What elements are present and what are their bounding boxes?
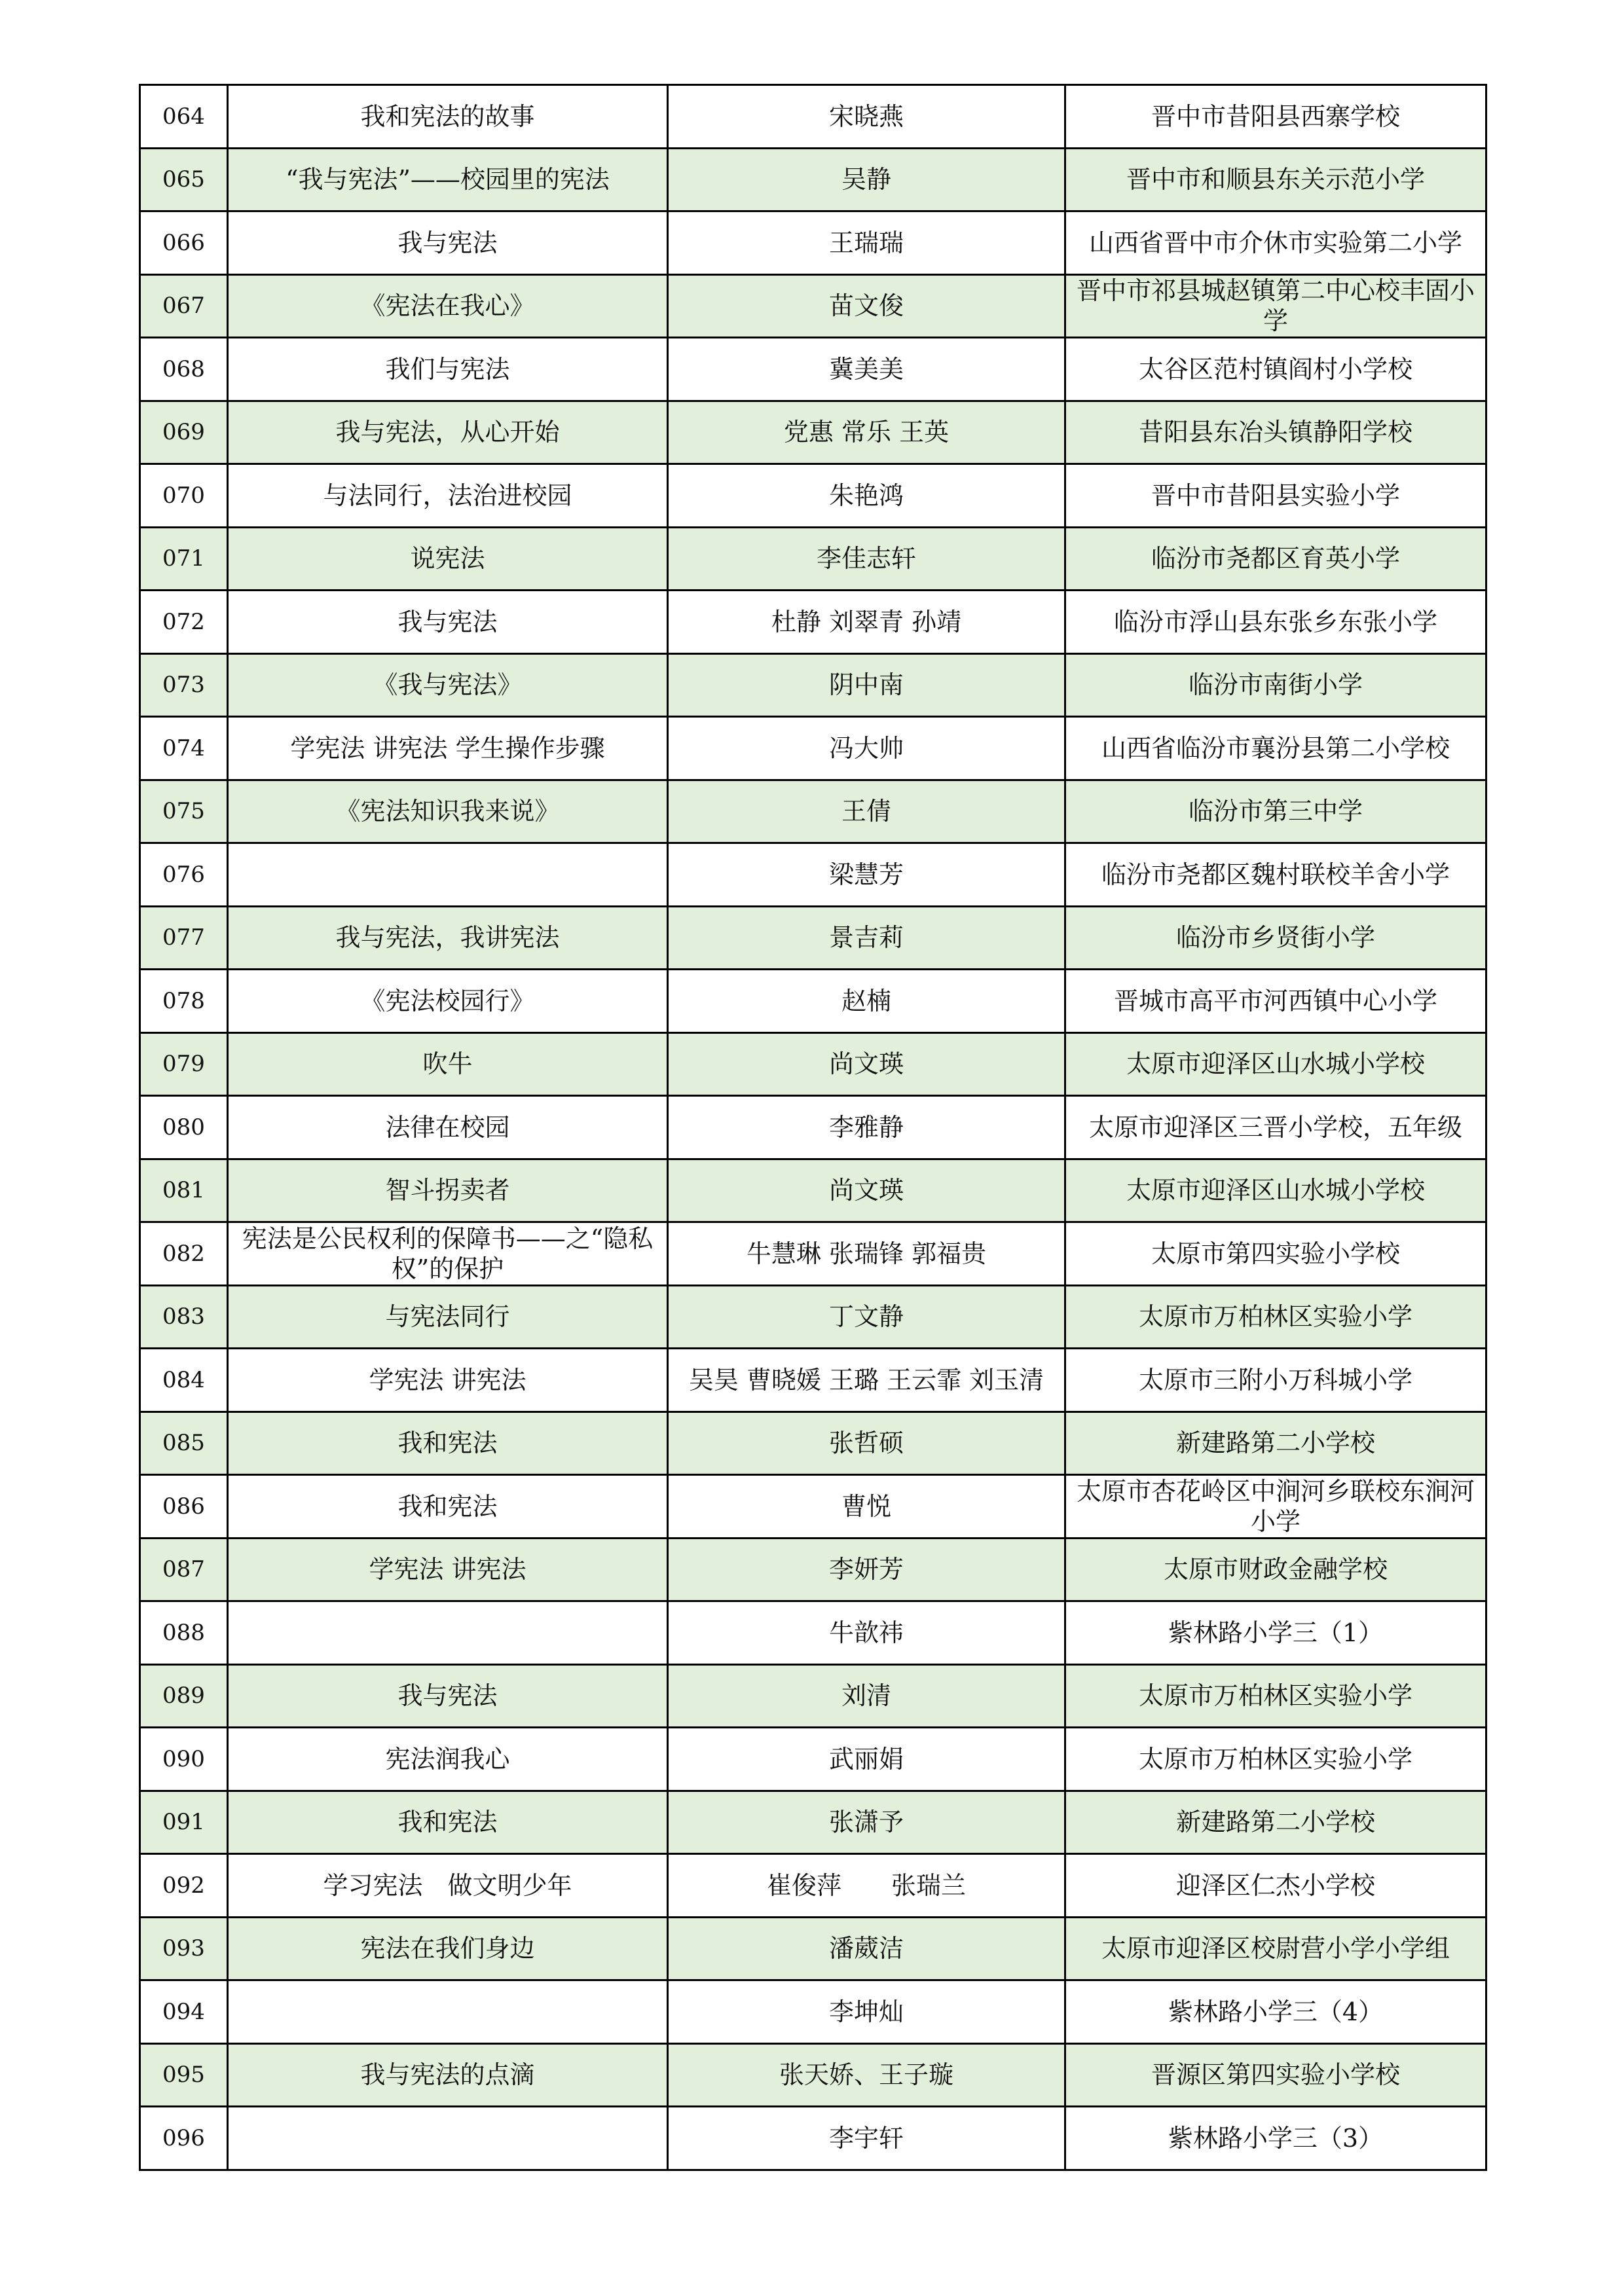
entry-school-cell: 临汾市第三中学 [1065,780,1486,843]
entry-number-cell: 079 [140,1032,228,1096]
entries-table [139,84,1487,2171]
entry-title-cell: 与宪法同行 [228,1285,668,1349]
entry-title-cell: 我与宪法，从心开始 [228,401,668,464]
table-row [140,591,1486,654]
entry-school-cell: 太原市杏花岭区中涧河乡联校东涧河小学 [1065,1475,1486,1539]
table-row [140,527,1486,591]
entry-school-cell: 临汾市尧都区魏村联校羊舍小学 [1065,843,1486,907]
entry-title-cell [228,843,668,907]
table-row [140,1475,1486,1539]
entry-author-cell: 丁文静 [668,1285,1065,1349]
entry-number-cell: 068 [140,338,228,401]
entry-title-cell: 智斗拐卖者 [228,1159,668,1222]
entry-number-cell: 095 [140,2043,228,2107]
entry-school-cell: 临汾市乡贤街小学 [1065,906,1486,970]
entry-author-cell: 梁慧芳 [668,843,1065,907]
entry-number-cell: 080 [140,1096,228,1159]
entry-author-cell: 牛歆祎 [668,1601,1065,1665]
table-row [140,717,1486,780]
entry-title-cell: 我与宪法 [228,1664,668,1728]
entry-school-cell: 太原市三附小万科城小学 [1065,1349,1486,1412]
entry-school-cell: 临汾市浮山县东张乡东张小学 [1065,591,1486,654]
table-row [140,653,1486,717]
entry-school-cell: 太原市财政金融学校 [1065,1538,1486,1601]
entry-author-cell: 杜静 刘翠青 孙靖 [668,591,1065,654]
entry-author-cell: 牛慧琳 张瑞锋 郭福贵 [668,1222,1065,1286]
table-row [140,1222,1486,1286]
table-row [140,1854,1486,1918]
entry-author-cell: 朱艳鸿 [668,464,1065,528]
entry-school-cell: 太原市万柏林区实验小学 [1065,1285,1486,1349]
entry-author-cell: 苗文俊 [668,274,1065,338]
entry-school-cell: 晋中市和顺县东关示范小学 [1065,148,1486,211]
table-row [140,1601,1486,1665]
entry-number-cell: 074 [140,717,228,780]
entry-author-cell: 阴中南 [668,653,1065,717]
entry-school-cell: 晋中市昔阳县实验小学 [1065,464,1486,528]
entry-number-cell: 069 [140,401,228,464]
entry-number-cell: 065 [140,148,228,211]
entry-author-cell: 尚文瑛 [668,1032,1065,1096]
entry-school-cell: 太原市第四实验小学校 [1065,1222,1486,1286]
entry-title-cell: 我与宪法 [228,591,668,654]
entry-title-cell [228,2107,668,2170]
entry-school-cell: 山西省临汾市襄汾县第二小学校 [1065,717,1486,780]
entry-author-cell: 冯大帅 [668,717,1065,780]
entry-school-cell: 太原市迎泽区校尉营小学小学组 [1065,1917,1486,1980]
entry-title-cell: 《宪法在我心》 [228,274,668,338]
entry-school-cell: 太原市迎泽区山水城小学校 [1065,1032,1486,1096]
entry-number-cell: 086 [140,1475,228,1539]
entry-title-cell: 我与宪法，我讲宪法 [228,906,668,970]
entry-author-cell: 冀美美 [668,338,1065,401]
entry-author-cell: 王瑞瑞 [668,211,1065,275]
table-row [140,1285,1486,1349]
entry-title-cell: 学宪法 讲宪法 [228,1538,668,1601]
table-row [140,338,1486,401]
table-row [140,1349,1486,1412]
table-row [140,1664,1486,1728]
entry-number-cell: 088 [140,1601,228,1665]
entry-author-cell: 张天娇、王子璇 [668,2043,1065,2107]
entry-number-cell: 092 [140,1854,228,1918]
entry-author-cell: 党惠 常乐 王英 [668,401,1065,464]
entry-school-cell: 紫林路小学三（4） [1065,1980,1486,2044]
table-row [140,2107,1486,2170]
entry-title-cell: 学习宪法 做文明少年 [228,1854,668,1918]
table-row [140,148,1486,211]
entry-title-cell: 我与宪法 [228,211,668,275]
table-row [140,970,1486,1033]
entry-author-cell: 李宇轩 [668,2107,1065,2170]
entry-number-cell: 081 [140,1159,228,1222]
entry-school-cell: 晋城市高平市河西镇中心小学 [1065,970,1486,1033]
entry-author-cell: 宋晓燕 [668,85,1065,149]
entry-number-cell: 075 [140,780,228,843]
entry-author-cell: 赵楠 [668,970,1065,1033]
entry-school-cell: 山西省晋中市介休市实验第二小学 [1065,211,1486,275]
entry-title-cell: 我和宪法 [228,1791,668,1854]
entry-number-cell: 066 [140,211,228,275]
table-row [140,1791,1486,1854]
entry-number-cell: 082 [140,1222,228,1286]
entry-school-cell: 太原市迎泽区三晋小学校，五年级 [1065,1096,1486,1159]
entry-number-cell: 096 [140,2107,228,2170]
entry-school-cell: 紫林路小学三（3） [1065,2107,1486,2170]
entry-title-cell: 宪法润我心 [228,1728,668,1791]
entry-school-cell: 新建路第二小学校 [1065,1412,1486,1475]
entry-number-cell: 067 [140,274,228,338]
entry-author-cell: 李坤灿 [668,1980,1065,2044]
entry-title-cell: 法律在校园 [228,1096,668,1159]
entry-school-cell: 迎泽区仁杰小学校 [1065,1854,1486,1918]
entry-number-cell: 071 [140,527,228,591]
entry-school-cell: 晋中市昔阳县西寨学校 [1065,85,1486,149]
table-row [140,906,1486,970]
entry-school-cell: 太谷区范村镇阎村小学校 [1065,338,1486,401]
entry-title-cell: 我与宪法的点滴 [228,2043,668,2107]
entry-author-cell: 潘葳洁 [668,1917,1065,1980]
entry-number-cell: 093 [140,1917,228,1980]
entry-title-cell: 吹牛 [228,1032,668,1096]
table-row [140,85,1486,149]
entry-number-cell: 076 [140,843,228,907]
entry-school-cell: 新建路第二小学校 [1065,1791,1486,1854]
entry-author-cell: 曹悦 [668,1475,1065,1539]
entry-number-cell: 077 [140,906,228,970]
entry-title-cell: 我们与宪法 [228,338,668,401]
entry-author-cell: 景吉莉 [668,906,1065,970]
table-row [140,464,1486,528]
table-row [140,1728,1486,1791]
table-row [140,780,1486,843]
entry-number-cell: 083 [140,1285,228,1349]
entry-author-cell: 李雅静 [668,1096,1065,1159]
entry-author-cell: 崔俊萍 张瑞兰 [668,1854,1065,1918]
entry-title-cell: 说宪法 [228,527,668,591]
entry-school-cell: 晋中市祁县城赵镇第二中心校丰固小学 [1065,274,1486,338]
table-row [140,2043,1486,2107]
table-row [140,1096,1486,1159]
entry-author-cell: 尚文瑛 [668,1159,1065,1222]
entry-number-cell: 094 [140,1980,228,2044]
entry-number-cell: 091 [140,1791,228,1854]
entry-school-cell: 临汾市尧都区育英小学 [1065,527,1486,591]
table-row [140,1917,1486,1980]
entry-title-cell: “我与宪法”——校园里的宪法 [228,148,668,211]
entry-title-cell [228,1980,668,2044]
entry-title-cell: 宪法是公民权利的保障书——之“隐私权”的保护 [228,1222,668,1286]
entry-title-cell: 我和宪法的故事 [228,85,668,149]
entry-school-cell: 太原市迎泽区山水城小学校 [1065,1159,1486,1222]
entry-school-cell: 紫林路小学三（1） [1065,1601,1486,1665]
table-row [140,1159,1486,1222]
table-row [140,401,1486,464]
entry-title-cell: 学宪法 讲宪法 [228,1349,668,1412]
entry-author-cell: 武丽娟 [668,1728,1065,1791]
table-row [140,1412,1486,1475]
table-row [140,1980,1486,2044]
entry-number-cell: 070 [140,464,228,528]
entry-number-cell: 078 [140,970,228,1033]
entry-title-cell: 学宪法 讲宪法 学生操作步骤 [228,717,668,780]
table-row [140,274,1486,338]
table-row [140,211,1486,275]
entry-school-cell: 临汾市南街小学 [1065,653,1486,717]
entry-author-cell: 吴昊 曹晓媛 王璐 王云霏 刘玉清 [668,1349,1065,1412]
entry-author-cell: 李妍芳 [668,1538,1065,1601]
entry-school-cell: 太原市万柏林区实验小学 [1065,1728,1486,1791]
entry-author-cell: 吴静 [668,148,1065,211]
entry-school-cell: 昔阳县东冶头镇静阳学校 [1065,401,1486,464]
entry-author-cell: 张潇予 [668,1791,1065,1854]
entry-title-cell: 我和宪法 [228,1475,668,1539]
entry-title-cell: 与法同行，法治进校园 [228,464,668,528]
entry-title-cell: 我和宪法 [228,1412,668,1475]
entry-author-cell: 王倩 [668,780,1065,843]
entry-number-cell: 090 [140,1728,228,1791]
entry-title-cell: 《宪法校园行》 [228,970,668,1033]
entry-number-cell: 085 [140,1412,228,1475]
table-row [140,1538,1486,1601]
entry-number-cell: 072 [140,591,228,654]
entry-number-cell: 089 [140,1664,228,1728]
table-row [140,1032,1486,1096]
entry-number-cell: 064 [140,85,228,149]
entry-author-cell: 刘清 [668,1664,1065,1728]
entry-number-cell: 087 [140,1538,228,1601]
entry-number-cell: 084 [140,1349,228,1412]
entry-number-cell: 073 [140,653,228,717]
entry-title-cell: 《我与宪法》 [228,653,668,717]
entry-title-cell: 《宪法知识我来说》 [228,780,668,843]
table-row [140,843,1486,907]
entry-school-cell: 晋源区第四实验小学校 [1065,2043,1486,2107]
entry-author-cell: 李佳志轩 [668,527,1065,591]
entry-author-cell: 张哲硕 [668,1412,1065,1475]
entry-school-cell: 太原市万柏林区实验小学 [1065,1664,1486,1728]
entry-title-cell: 宪法在我们身边 [228,1917,668,1980]
entry-title-cell [228,1601,668,1665]
entries-table-body [140,85,1486,2170]
